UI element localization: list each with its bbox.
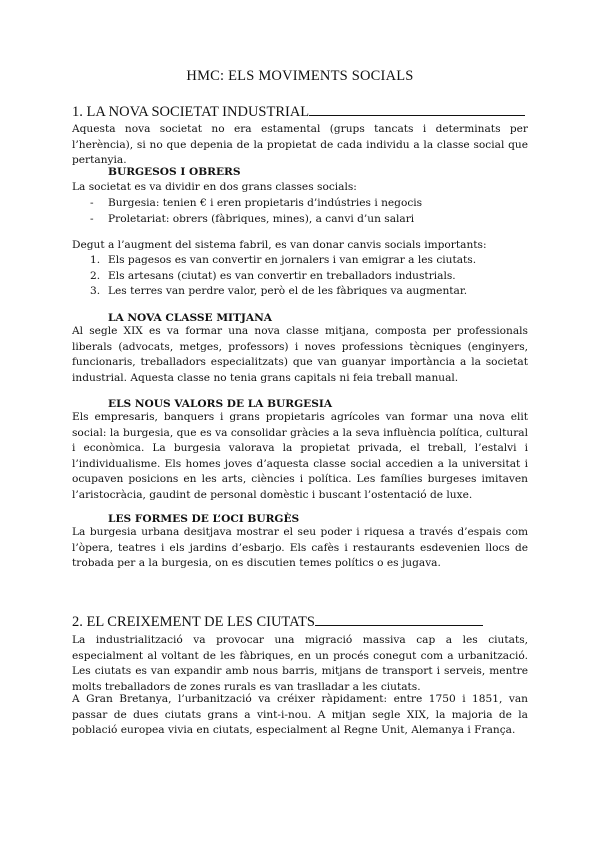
list-item-text: Proletariat: obrers (fàbriques, mines), a canvi d’un salari bbox=[108, 212, 415, 225]
valors-burgesia-text: Els empresaris, banquers i grans propietaris agrícoles van formar una nova elit social: la burgesia, que es va consolidar gràcies a la seva influència política, cultural i econòmica. La burgesia valorava la propietat privada, el treball, l’estalvi i l’individualisme. Els homes joves d’aquesta classe social accedien a la universitat i ocupaven posicions en les arts, ciències i política. Les famílies burgeses imitaven l’aristocràcia, gaudint de personal domèstic i buscant l’ostentació de luxe. bbox=[72, 411, 528, 501]
section-2-heading bbox=[72, 614, 483, 631]
section-2-para-1: La industrialització va provocar una migració massiva cap a les ciutats, especialment al voltant de les fàbriques, en un procés conegut com a urbanització. Les ciutats es van expandir amb nous barris, mitjans de transport i serveis, mentre molts treballadors de zones rurals es van traslladar a les ciutats. bbox=[72, 634, 528, 693]
list-item: 1. Els pagesos es van convertir en jornalers i van emigrar a les ciutats. bbox=[90, 254, 477, 266]
subheading-classe-mitjana: LA NOVA CLASSE MITJANA bbox=[108, 312, 273, 324]
subheading-valors-burgesia: ELS NOUS VALORS DE LA BURGESIA bbox=[108, 398, 333, 410]
list-item-text: Les terres van perdre valor, però el de les fàbriques va augmentar. bbox=[108, 285, 468, 297]
subheading-burgesos-obrers: BURGESOS I OBRERS bbox=[108, 166, 241, 178]
heading-rule bbox=[315, 624, 483, 626]
list-item-text: Burgesia: tenien € i eren propietaris d’indústries i negocis bbox=[108, 197, 423, 209]
list-item: - Proletariat: obrers (fàbriques, mines), a canvi d’un salari bbox=[90, 212, 415, 225]
section-1-intro: Aquesta nova societat no era estamental (grups tancats i determinats per l’herència), si no que depenia de la propietat de cada individu a la classe social que pertanyia. bbox=[72, 123, 528, 166]
list-item: 3. Les terres van perdre valor, però el de les fàbriques va augmentar. bbox=[90, 285, 468, 297]
heading-rule bbox=[309, 114, 525, 116]
section-2-para-2: A Gran Bretanya, l’urbanització va créixer ràpidament: entre 1750 i 1851, van passar de dues ciutats grans a vint-i-nou. A mitjan segle XIX, la majoria de la població europea vivia en ciutats, especialment al Regne Unit, Alemanya i França. bbox=[72, 693, 528, 736]
section-1-heading bbox=[72, 104, 525, 121]
canvis-socials-intro: Degut a l’augment del sistema fabril, es van donar canvis socials importants: bbox=[72, 239, 487, 251]
subheading-oci-burges: LES FORMES DE L’OCI BURGÈS bbox=[108, 513, 300, 525]
numbered-list bbox=[72, 253, 528, 300]
list-item-text: Els pagesos es van convertir en jornalers i van emigrar a les ciutats. bbox=[108, 254, 477, 266]
list-item: 2. Els artesans (ciutat) es van convertir en treballadors industrials. bbox=[90, 269, 456, 282]
bullet-list bbox=[72, 196, 528, 227]
list-item-text: Els artesans (ciutat) es van convertir en treballadors industrials. bbox=[108, 269, 456, 282]
section-1-heading-text: 1. LA NOVA SOCIETAT INDUSTRIAL bbox=[72, 104, 310, 120]
page-title: HMC: ELS MOVIMENTS SOCIALS bbox=[186, 68, 414, 84]
section-2-heading-text: 2. EL CREIXEMENT DE LES CIUTATS bbox=[72, 614, 315, 630]
classe-mitjana-text: Al segle XIX es va formar una nova classe mitjana, composta per professionals liberals (advocats, metges, professors) i noves professions tècniques (enginyers, funcionaris, treballadors especialitzats) que van guanyar importància a la societat industrial. Aquesta classe no tenia grans capitals ni feia treball manual. bbox=[72, 325, 528, 384]
oci-burges-text: La burgesia urbana desitjava mostrar el seu poder i riquesa a través d’espais com l’òpera, teatres i els jardins d’esbarjo. Els cafès i restaurants esdevenien llocs de trobada per a la burgesia, on es discutien temes polítics o es jugava. bbox=[72, 526, 528, 569]
burgesos-intro: La societat es va dividir en dos grans classes socials: bbox=[72, 181, 357, 193]
list-item: - Burgesia: tenien € i eren propietaris d’indústries i negocis bbox=[90, 197, 423, 209]
